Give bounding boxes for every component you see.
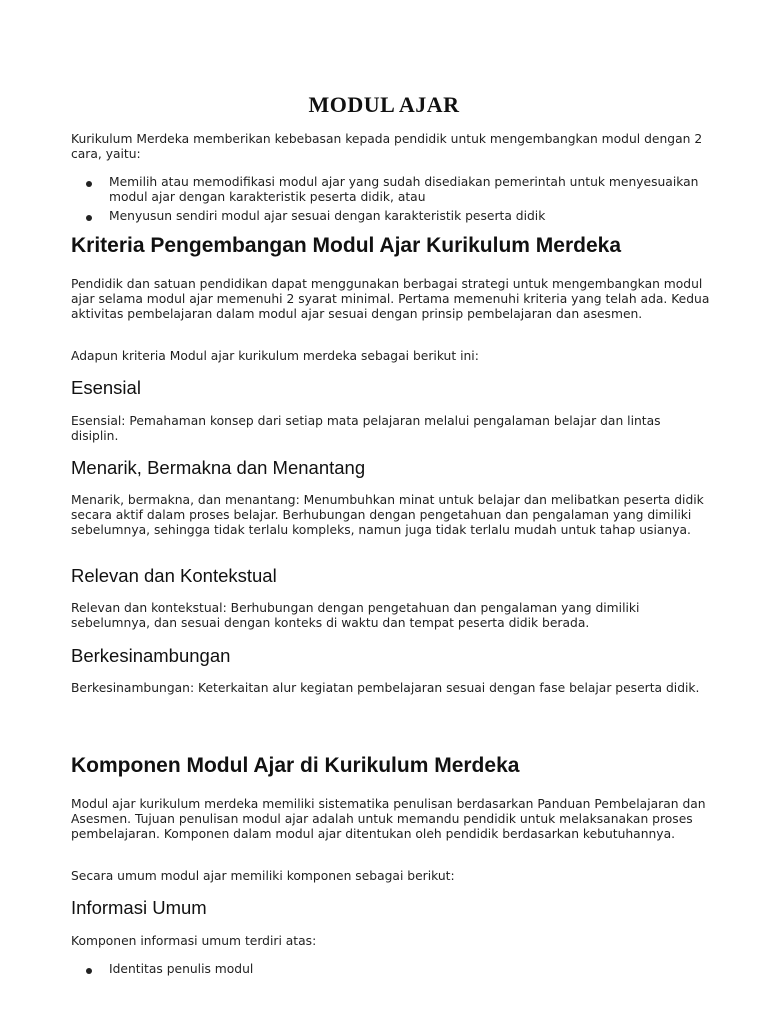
- subsection-heading-informasi-umum: Informasi Umum: [71, 897, 207, 918]
- section2-heading: Komponen Modul Ajar di Kurikulum Merdeka: [71, 754, 520, 777]
- document-title: MODUL AJAR: [308, 92, 460, 117]
- criteria-heading-relevan: Relevan dan Kontekstual: [71, 565, 277, 586]
- section1-paragraph: Pendidik dan satuan pendidikan dapat menggunakan berbagai strategi untuk mengembangkan modul ajar selama modul ajar memenuhi 2 syarat minimal. Pertama memenuhi kriteria yang telah ada. Kedua aktivitas pembelajaran dalam modul ajar sesuai dengan prinsip pembelajaran dan asesmen.: [71, 277, 710, 321]
- section1-heading: Kriteria Pengembangan Modul Ajar Kurikulum Merdeka: [71, 234, 621, 257]
- criteria-text-berkesinambungan: Berkesinambungan: Keterkaitan alur kegiatan pembelajaran sesuai dengan fase belajar peserta didik.: [71, 681, 700, 695]
- bullet-icon: [86, 215, 92, 221]
- section1-paragraph: Adapun kriteria Modul ajar kurikulum merdeka sebagai berikut ini:: [71, 349, 479, 363]
- criteria-text-esensial: Esensial: Pemahaman konsep dari setiap mata pelajaran melalui pengalaman belajar dan lintas disiplin.: [71, 414, 661, 443]
- subsection-text: Komponen informasi umum terdiri atas:: [71, 934, 317, 948]
- intro-list-item: Menyusun sendiri modul ajar sesuai dengan karakteristik peserta didik: [109, 209, 546, 223]
- criteria-heading-berkesinambungan: Berkesinambungan: [71, 645, 231, 666]
- bullet-icon: [86, 968, 92, 974]
- criteria-heading-menarik: Menarik, Bermakna dan Menantang: [71, 457, 366, 478]
- intro-paragraph: Kurikulum Merdeka memberikan kebebasan kepada pendidik untuk mengembangkan modul dengan 2 cara, yaitu:: [71, 132, 703, 161]
- bullet-icon: [86, 181, 92, 187]
- subsection-list-item: Identitas penulis modul: [109, 962, 254, 976]
- criteria-heading-esensial: Esensial: [71, 377, 141, 398]
- criteria-text-menarik: Menarik, bermakna, dan menantang: Menumbuhkan minat untuk belajar dan melibatkan peserta didik secara aktif dalam proses belajar. Berhubungan dengan pengetahuan dan pengalaman yang dimiliki sebelumnya, sehingga tidak terlalu kompleks, namun juga tidak terlalu mudah untuk tahap usianya.: [71, 493, 704, 537]
- section2-paragraph: Modul ajar kurikulum merdeka memiliki sistematika penulisan berdasarkan Panduan Pembelajaran dan Asesmen. Tujuan penulisan modul ajar adalah untuk memandu pendidik untuk melaksanakan proses pembelajaran. Komponen dalam modul ajar ditentukan oleh pendidik berdasarkan kebutuhannya.: [71, 797, 706, 841]
- criteria-text-relevan: Relevan dan kontekstual: Berhubungan dengan pengetahuan dan pengalaman yang dimiliki sebelumnya, dan sesuai dengan konteks di waktu dan tempat peserta didik berada.: [71, 601, 640, 630]
- section2-paragraph: Secara umum modul ajar memiliki komponen sebagai berikut:: [71, 869, 455, 883]
- intro-list-item: Memilih atau memodifikasi modul ajar yang sudah disediakan pemerintah untuk menyesuaikan modul ajar dengan karakteristik peserta didik, atau: [109, 175, 699, 204]
